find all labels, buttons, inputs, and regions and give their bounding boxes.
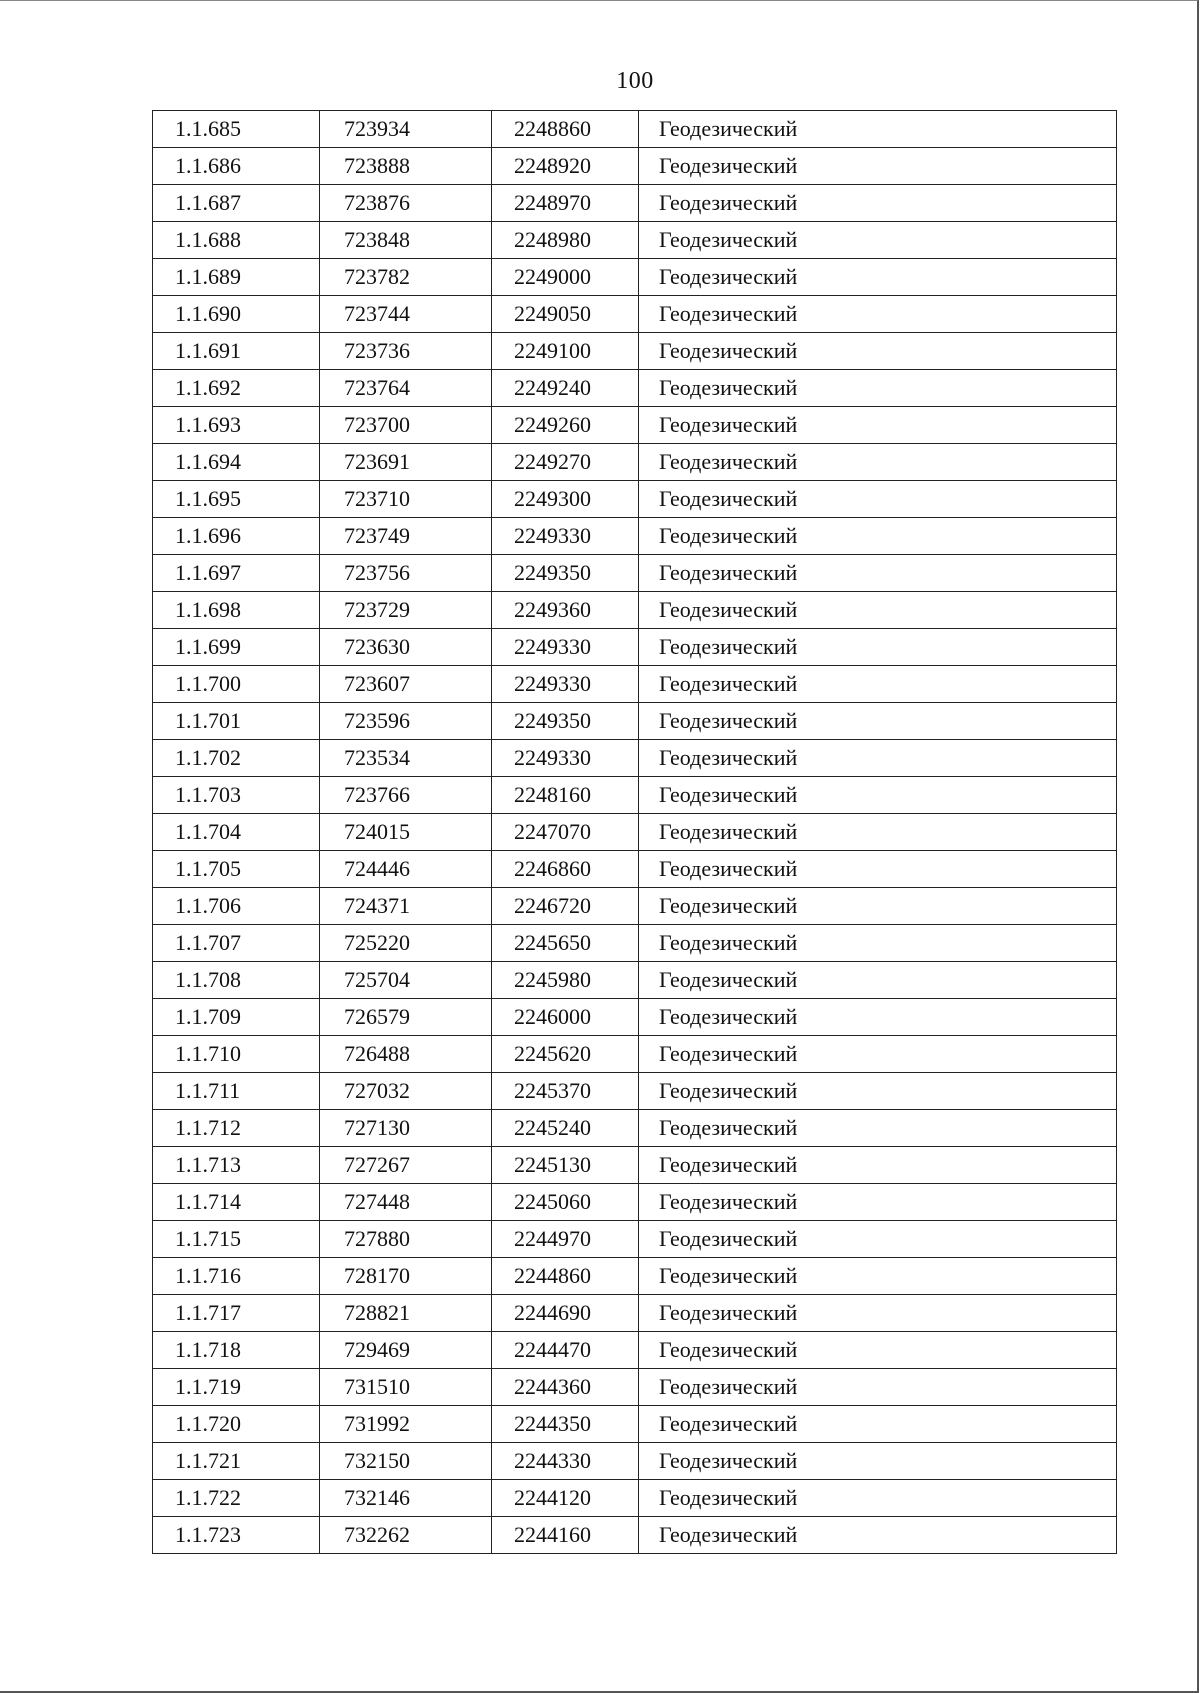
point-id-cell: 1.1.703 <box>153 777 320 814</box>
x-coordinate-cell: 723876 <box>320 185 492 222</box>
point-id-cell: 1.1.722 <box>153 1480 320 1517</box>
coordinates-table <box>152 110 1117 1554</box>
point-id-cell: 1.1.700 <box>153 666 320 703</box>
table-row <box>153 851 1117 888</box>
point-id-cell: 1.1.710 <box>153 1036 320 1073</box>
point-id-cell: 1.1.717 <box>153 1295 320 1332</box>
point-id-cell: 1.1.694 <box>153 444 320 481</box>
x-coordinate-cell: 723607 <box>320 666 492 703</box>
y-coordinate-cell: 2244330 <box>492 1443 639 1480</box>
x-coordinate-cell: 723744 <box>320 296 492 333</box>
table-row <box>153 1147 1117 1184</box>
x-coordinate-cell: 723782 <box>320 259 492 296</box>
x-coordinate-cell: 731510 <box>320 1369 492 1406</box>
point-type-cell: Геодезический <box>639 592 1117 629</box>
point-id-cell: 1.1.698 <box>153 592 320 629</box>
x-coordinate-cell: 723630 <box>320 629 492 666</box>
table-row <box>153 1295 1117 1332</box>
y-coordinate-cell: 2244360 <box>492 1369 639 1406</box>
table-row <box>153 1073 1117 1110</box>
point-id-cell: 1.1.720 <box>153 1406 320 1443</box>
point-type-cell: Геодезический <box>639 333 1117 370</box>
point-type-cell: Геодезический <box>639 1332 1117 1369</box>
point-type-cell: Геодезический <box>639 444 1117 481</box>
point-type-cell: Геодезический <box>639 1369 1117 1406</box>
y-coordinate-cell: 2249050 <box>492 296 639 333</box>
x-coordinate-cell: 723934 <box>320 111 492 148</box>
y-coordinate-cell: 2248860 <box>492 111 639 148</box>
point-id-cell: 1.1.714 <box>153 1184 320 1221</box>
table-row <box>153 333 1117 370</box>
x-coordinate-cell: 727032 <box>320 1073 492 1110</box>
point-id-cell: 1.1.709 <box>153 999 320 1036</box>
y-coordinate-cell: 2245650 <box>492 925 639 962</box>
point-id-cell: 1.1.708 <box>153 962 320 999</box>
y-coordinate-cell: 2246720 <box>492 888 639 925</box>
y-coordinate-cell: 2249330 <box>492 740 639 777</box>
x-coordinate-cell: 726579 <box>320 999 492 1036</box>
table-row <box>153 1332 1117 1369</box>
point-id-cell: 1.1.704 <box>153 814 320 851</box>
y-coordinate-cell: 2248980 <box>492 222 639 259</box>
point-id-cell: 1.1.707 <box>153 925 320 962</box>
point-type-cell: Геодезический <box>639 296 1117 333</box>
point-type-cell: Геодезический <box>639 1406 1117 1443</box>
table-row <box>153 962 1117 999</box>
table-row <box>153 1517 1117 1554</box>
x-coordinate-cell: 723749 <box>320 518 492 555</box>
table-row <box>153 814 1117 851</box>
x-coordinate-cell: 723766 <box>320 777 492 814</box>
x-coordinate-cell: 725704 <box>320 962 492 999</box>
y-coordinate-cell: 2245370 <box>492 1073 639 1110</box>
table-row <box>153 1406 1117 1443</box>
point-id-cell: 1.1.718 <box>153 1332 320 1369</box>
table-row <box>153 1036 1117 1073</box>
point-type-cell: Геодезический <box>639 851 1117 888</box>
point-type-cell: Геодезический <box>639 555 1117 592</box>
y-coordinate-cell: 2249360 <box>492 592 639 629</box>
x-coordinate-cell: 723764 <box>320 370 492 407</box>
table-row <box>153 703 1117 740</box>
x-coordinate-cell: 723848 <box>320 222 492 259</box>
point-type-cell: Геодезический <box>639 1184 1117 1221</box>
table-row <box>153 740 1117 777</box>
point-type-cell: Геодезический <box>639 814 1117 851</box>
point-id-cell: 1.1.693 <box>153 407 320 444</box>
point-type-cell: Геодезический <box>639 888 1117 925</box>
y-coordinate-cell: 2249330 <box>492 518 639 555</box>
point-id-cell: 1.1.692 <box>153 370 320 407</box>
point-id-cell: 1.1.705 <box>153 851 320 888</box>
table-body <box>153 111 1117 1554</box>
point-id-cell: 1.1.711 <box>153 1073 320 1110</box>
point-type-cell: Геодезический <box>639 518 1117 555</box>
point-id-cell: 1.1.691 <box>153 333 320 370</box>
point-type-cell: Геодезический <box>639 666 1117 703</box>
point-id-cell: 1.1.685 <box>153 111 320 148</box>
table-row <box>153 1258 1117 1295</box>
x-coordinate-cell: 725220 <box>320 925 492 962</box>
x-coordinate-cell: 724371 <box>320 888 492 925</box>
table-row <box>153 518 1117 555</box>
table-row <box>153 407 1117 444</box>
y-coordinate-cell: 2244350 <box>492 1406 639 1443</box>
point-type-cell: Геодезический <box>639 1147 1117 1184</box>
point-type-cell: Геодезический <box>639 1517 1117 1554</box>
table-row <box>153 296 1117 333</box>
x-coordinate-cell: 727267 <box>320 1147 492 1184</box>
y-coordinate-cell: 2249270 <box>492 444 639 481</box>
y-coordinate-cell: 2249260 <box>492 407 639 444</box>
table-row <box>153 370 1117 407</box>
y-coordinate-cell: 2244470 <box>492 1332 639 1369</box>
table-row <box>153 444 1117 481</box>
table-row <box>153 1110 1117 1147</box>
table-row <box>153 777 1117 814</box>
point-id-cell: 1.1.706 <box>153 888 320 925</box>
y-coordinate-cell: 2249350 <box>492 555 639 592</box>
point-id-cell: 1.1.719 <box>153 1369 320 1406</box>
table-row <box>153 999 1117 1036</box>
y-coordinate-cell: 2244970 <box>492 1221 639 1258</box>
table-row <box>153 222 1117 259</box>
point-type-cell: Геодезический <box>639 629 1117 666</box>
table-row <box>153 1221 1117 1258</box>
y-coordinate-cell: 2244860 <box>492 1258 639 1295</box>
point-type-cell: Геодезический <box>639 1221 1117 1258</box>
y-coordinate-cell: 2249300 <box>492 481 639 518</box>
y-coordinate-cell: 2249240 <box>492 370 639 407</box>
table-row <box>153 888 1117 925</box>
x-coordinate-cell: 724015 <box>320 814 492 851</box>
x-coordinate-cell: 723534 <box>320 740 492 777</box>
point-id-cell: 1.1.687 <box>153 185 320 222</box>
point-type-cell: Геодезический <box>639 481 1117 518</box>
point-type-cell: Геодезический <box>639 1258 1117 1295</box>
x-coordinate-cell: 723691 <box>320 444 492 481</box>
point-type-cell: Геодезический <box>639 999 1117 1036</box>
x-coordinate-cell: 728821 <box>320 1295 492 1332</box>
point-id-cell: 1.1.688 <box>153 222 320 259</box>
x-coordinate-cell: 723729 <box>320 592 492 629</box>
table-row <box>153 185 1117 222</box>
point-id-cell: 1.1.697 <box>153 555 320 592</box>
table-row <box>153 1480 1117 1517</box>
point-id-cell: 1.1.715 <box>153 1221 320 1258</box>
x-coordinate-cell: 724446 <box>320 851 492 888</box>
point-type-cell: Геодезический <box>639 1073 1117 1110</box>
point-type-cell: Геодезический <box>639 925 1117 962</box>
y-coordinate-cell: 2249350 <box>492 703 639 740</box>
y-coordinate-cell: 2249000 <box>492 259 639 296</box>
point-id-cell: 1.1.689 <box>153 259 320 296</box>
x-coordinate-cell: 727880 <box>320 1221 492 1258</box>
point-id-cell: 1.1.696 <box>153 518 320 555</box>
y-coordinate-cell: 2248160 <box>492 777 639 814</box>
point-id-cell: 1.1.699 <box>153 629 320 666</box>
y-coordinate-cell: 2244690 <box>492 1295 639 1332</box>
point-type-cell: Геодезический <box>639 407 1117 444</box>
point-id-cell: 1.1.686 <box>153 148 320 185</box>
y-coordinate-cell: 2247070 <box>492 814 639 851</box>
x-coordinate-cell: 723700 <box>320 407 492 444</box>
page-number: 100 <box>616 68 654 94</box>
table-row <box>153 481 1117 518</box>
y-coordinate-cell: 2245240 <box>492 1110 639 1147</box>
table-row <box>153 259 1117 296</box>
x-coordinate-cell: 723596 <box>320 703 492 740</box>
table-row <box>153 111 1117 148</box>
x-coordinate-cell: 726488 <box>320 1036 492 1073</box>
point-type-cell: Геодезический <box>639 222 1117 259</box>
x-coordinate-cell: 723710 <box>320 481 492 518</box>
point-type-cell: Геодезический <box>639 1110 1117 1147</box>
y-coordinate-cell: 2245130 <box>492 1147 639 1184</box>
table-row <box>153 925 1117 962</box>
point-type-cell: Геодезический <box>639 1036 1117 1073</box>
y-coordinate-cell: 2249330 <box>492 666 639 703</box>
y-coordinate-cell: 2249330 <box>492 629 639 666</box>
table-row <box>153 555 1117 592</box>
x-coordinate-cell: 723888 <box>320 148 492 185</box>
point-id-cell: 1.1.723 <box>153 1517 320 1554</box>
point-id-cell: 1.1.712 <box>153 1110 320 1147</box>
y-coordinate-cell: 2244160 <box>492 1517 639 1554</box>
point-type-cell: Геодезический <box>639 740 1117 777</box>
point-id-cell: 1.1.716 <box>153 1258 320 1295</box>
x-coordinate-cell: 732146 <box>320 1480 492 1517</box>
x-coordinate-cell: 732262 <box>320 1517 492 1554</box>
y-coordinate-cell: 2244120 <box>492 1480 639 1517</box>
point-type-cell: Геодезический <box>639 1295 1117 1332</box>
point-id-cell: 1.1.702 <box>153 740 320 777</box>
table-row <box>153 148 1117 185</box>
y-coordinate-cell: 2245620 <box>492 1036 639 1073</box>
x-coordinate-cell: 723756 <box>320 555 492 592</box>
point-type-cell: Геодезический <box>639 148 1117 185</box>
point-type-cell: Геодезический <box>639 962 1117 999</box>
point-id-cell: 1.1.695 <box>153 481 320 518</box>
table-row <box>153 666 1117 703</box>
y-coordinate-cell: 2248970 <box>492 185 639 222</box>
point-type-cell: Геодезический <box>639 111 1117 148</box>
point-type-cell: Геодезический <box>639 259 1117 296</box>
point-id-cell: 1.1.721 <box>153 1443 320 1480</box>
y-coordinate-cell: 2245060 <box>492 1184 639 1221</box>
point-type-cell: Геодезический <box>639 703 1117 740</box>
y-coordinate-cell: 2248920 <box>492 148 639 185</box>
x-coordinate-cell: 732150 <box>320 1443 492 1480</box>
table-row <box>153 1443 1117 1480</box>
point-type-cell: Геодезический <box>639 1480 1117 1517</box>
x-coordinate-cell: 731992 <box>320 1406 492 1443</box>
table-row <box>153 1369 1117 1406</box>
x-coordinate-cell: 723736 <box>320 333 492 370</box>
table-row <box>153 629 1117 666</box>
table-row <box>153 592 1117 629</box>
y-coordinate-cell: 2249100 <box>492 333 639 370</box>
table-row <box>153 1184 1117 1221</box>
point-id-cell: 1.1.713 <box>153 1147 320 1184</box>
point-id-cell: 1.1.690 <box>153 296 320 333</box>
y-coordinate-cell: 2246860 <box>492 851 639 888</box>
y-coordinate-cell: 2246000 <box>492 999 639 1036</box>
point-id-cell: 1.1.701 <box>153 703 320 740</box>
point-type-cell: Геодезический <box>639 1443 1117 1480</box>
x-coordinate-cell: 728170 <box>320 1258 492 1295</box>
y-coordinate-cell: 2245980 <box>492 962 639 999</box>
point-type-cell: Геодезический <box>639 185 1117 222</box>
x-coordinate-cell: 727448 <box>320 1184 492 1221</box>
x-coordinate-cell: 729469 <box>320 1332 492 1369</box>
point-type-cell: Геодезический <box>639 777 1117 814</box>
x-coordinate-cell: 727130 <box>320 1110 492 1147</box>
point-type-cell: Геодезический <box>639 370 1117 407</box>
